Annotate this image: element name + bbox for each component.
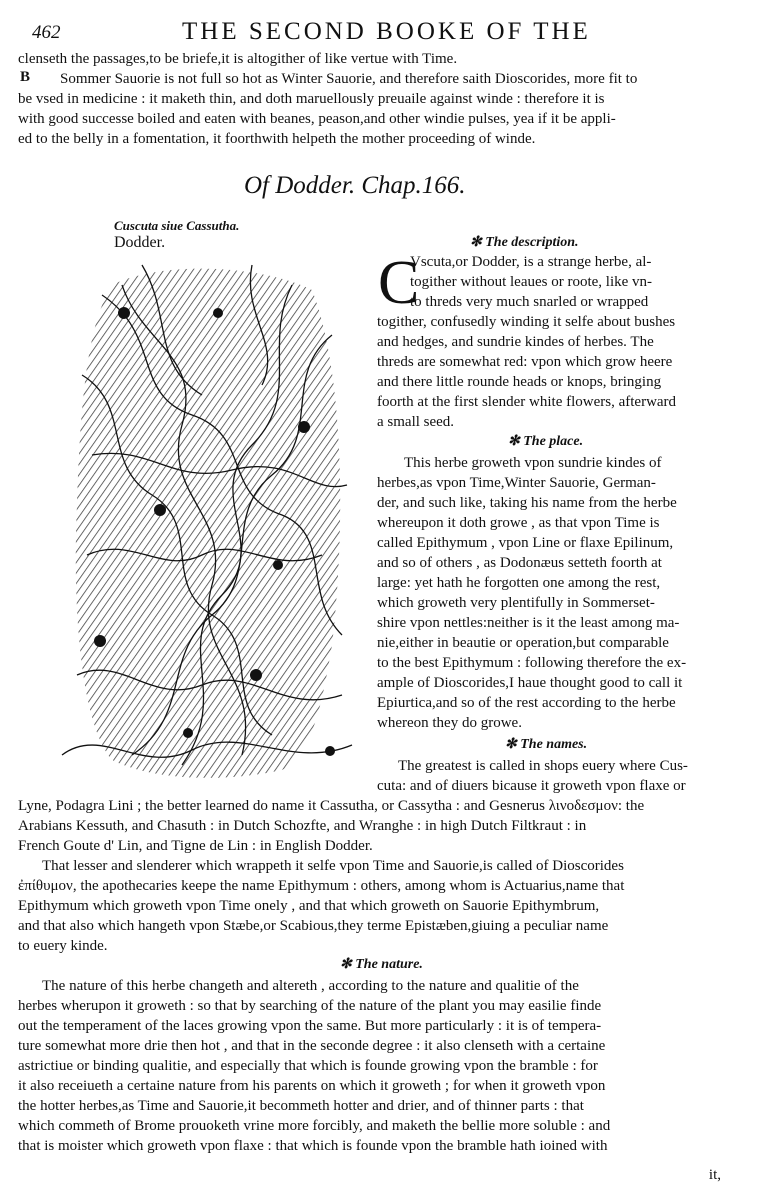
description-line: threds are somewhat red: vpon which grow heere [377, 354, 673, 370]
names-full-width-text [18, 796, 644, 956]
names-line: Arabians Kessuth, and Chasuth : in Dutch Schozfte, and Wranghe : in high Dutch Filtkraut : in [18, 818, 587, 834]
nature-line: ture somewhat more drie then hot , and that in the seconde degree : it also clenseth with a certaine [18, 1038, 606, 1054]
names-line: cuta: and of diuers bicause it groweth vpon flaxe or [377, 778, 686, 794]
place-heading: ✻ The place. [508, 434, 584, 449]
description-line: a small seed. [377, 414, 455, 430]
description-line: togither without leaues or roote, like vn- [410, 274, 653, 290]
description-line: and hedges, and sundrie kindes of herbes. The [377, 334, 654, 350]
text-line: Sommer Sauorie is not full so hot as Winter Sauorie, and therefore saith Dioscorides, more fit to [60, 71, 638, 87]
text-line: be vsed in medicine : it maketh thin, and doth maruellously preuaile against winde : therefore it is [18, 91, 605, 107]
names-line: and that also which hangeth vpon Stæbe,or Scabious,they terme Epistæben,giuing a peculiar name [18, 918, 609, 934]
description-line: togither, confusedly winding it selfe about bushes [377, 314, 676, 330]
description-line: foorth at the first slender white flowers, afterward [377, 394, 677, 410]
place-line: shire vpon nettles:neither is it the least among ma- [377, 615, 680, 631]
names-heading: ✻ The names. [505, 737, 588, 752]
nature-line: The nature of this herbe changeth and altereth , according to the nature and qualitie of the [42, 978, 579, 994]
catchword: it, [708, 1167, 721, 1183]
nature-line: the hotter herbes,as Time and Sauorie,it becommeth hotter and drier, and of thinner parts : that [18, 1098, 584, 1114]
nature-line: it also receiueth a certaine nature from his parents on which it groweth ; for when it groweth vpon [18, 1078, 606, 1094]
nature-line: that is moister which groweth vpon flaxe : that which is founde vpon the bramble hath ioined with [18, 1138, 608, 1154]
nature-line: which commeth of Brome prouoketh vrine more forcibly, and maketh the bellie more soluble : and [18, 1118, 611, 1134]
place-line: whereupon it doth growe , as that vpon Time is [377, 515, 660, 531]
place-line: and so of others , as Dodonæus setteth foorth at [377, 555, 662, 571]
running-title: THE SECOND BOOKE OF THE [182, 18, 591, 45]
description-line: Vscuta,or Dodder, is a strange herbe, al- [410, 254, 652, 270]
place-line: large: yet hath he forgotten one among the rest, [377, 575, 661, 591]
names-line: The greatest is called in shops euery where Cus- [398, 758, 688, 774]
description-line: to threds very much snarled or wrapped [410, 294, 649, 310]
text-line: clenseth the passages,to be briefe,it is altogither of like vertue with Time. [18, 51, 458, 67]
names-line: That lesser and slenderer which wrappeth it selfe vpon Time and Sauorie,is called of Dioscorides [42, 858, 624, 874]
nature-line: out the temperament of the laces growing vpon the same. But more particularly : it is of tempera- [18, 1018, 602, 1034]
page-number: 462 [32, 22, 61, 43]
nature-heading: ✻ The nature. [340, 957, 423, 972]
nature-line: astrictiue or binding qualitie, and especially that which is founde growing vpon the bramble : for [18, 1058, 598, 1074]
nature-line: herbes wherupon it groweth : so that by searching of the nature of the plant you may easilie finde [18, 998, 602, 1014]
drop-cap-letter: C [378, 249, 420, 317]
place-line: ample of Dioscorides,I haue thought good to call it [377, 675, 683, 691]
names-line: to euery kinde. [18, 938, 108, 954]
running-header [32, 18, 732, 48]
dodder-illustration [42, 255, 360, 783]
nature-text [18, 976, 610, 1156]
top-continuation-text [18, 49, 637, 149]
chapter-title: Of Dodder. Chap.166. [244, 172, 466, 199]
names-line: Lyne, Podagra Lini ; the better learned do name it Cassutha, or Cassytha : and Gesnerus λινοδεσμον: the [18, 798, 645, 814]
text-line: with good successe boiled and eaten with beanes, peason,and other windie pulses, yea if it be appli- [18, 111, 616, 127]
description-line: and there little rounde heads or knops, bringing [377, 374, 662, 390]
names-line: Epithymum which groweth vpon Time onely , and that which groweth on Sauorie Epithymbrum, [18, 898, 600, 914]
margin-letter: B [20, 69, 31, 85]
text-line: ed to the belly in a fomentation, it foorthwith helpeth the mother proceeding of winde. [18, 131, 536, 147]
place-line: This herbe groweth vpon sundrie kindes of [404, 455, 662, 471]
place-line: der, and such like, taking his name from the herbe [377, 495, 677, 511]
place-line: called Epithymum , vpon Line or flaxe Epilinum, [377, 535, 674, 551]
figure-caption-english: Dodder. [114, 234, 166, 251]
place-line: Epiurtica,and so of the rest according to the herbe [377, 695, 676, 711]
place-line: herbes,as vpon Time,Winter Sauorie, German- [377, 475, 656, 491]
names-line: French Goute d' Lin, and Tigne de Lin : in English Dodder. [18, 838, 373, 854]
place-line: which groweth very plentifully in Sommerset- [377, 595, 655, 611]
place-line: whereon they do growe. [377, 715, 522, 731]
description-heading: ✻ The description. [470, 235, 579, 250]
names-line: ἐπίθυμον, the apothecaries keepe the name Epithymum : others, among whom is Actuarius,name that [18, 878, 625, 894]
place-line: nie,either in beautie or operation,but comparable [377, 635, 669, 651]
place-line: to the best Epithymum : following therefore the ex- [377, 655, 687, 671]
figure-caption-latin: Cuscuta siue Cassutha. [114, 218, 240, 233]
